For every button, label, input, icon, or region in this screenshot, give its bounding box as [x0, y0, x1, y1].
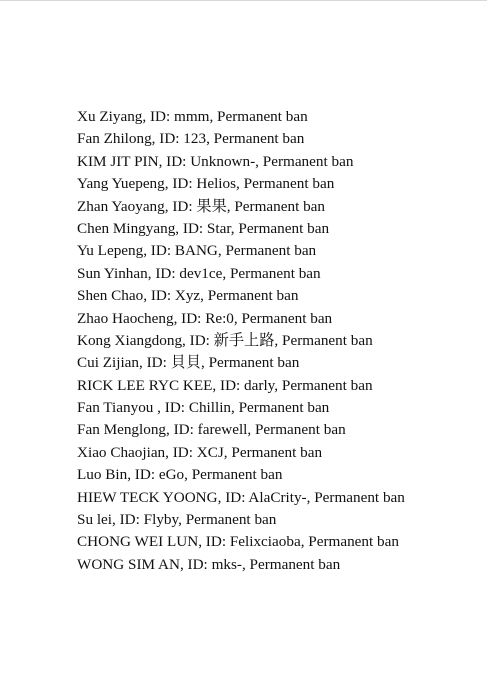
ban-entry: Yu Lepeng, ID: BANG, Permanent ban: [77, 242, 317, 260]
ban-entry: Fan Zhilong, ID: 123, Permanent ban: [77, 130, 305, 148]
ban-entry: Su lei, ID: Flyby, Permanent ban: [77, 511, 277, 529]
ban-entry: Chen Mingyang, ID: Star, Permanent ban: [77, 219, 330, 237]
ban-entry: HIEW TECK YOONG, ID: AlaCrity-, Permanent ban: [77, 488, 405, 506]
ban-entry: Cui Zijian, ID: 貝貝, Permanent ban: [77, 354, 300, 372]
ban-entry: Xu Ziyang, ID: mmm, Permanent ban: [77, 108, 308, 125]
ban-list: [77, 106, 405, 576]
ban-entry: Kong Xiangdong, ID: 新手上路, Permanent ban: [77, 331, 373, 349]
ban-entry: WONG SIM AN, ID: mks-, Permanent ban: [77, 555, 341, 573]
ban-entry: RICK LEE RYC KEE, ID: darly, Permanent ban: [77, 376, 373, 394]
ban-entry: Sun Yinhan, ID: dev1ce, Permanent ban: [77, 264, 321, 282]
ban-entry: Zhan Yaoyang, ID: 果果, Permanent ban: [77, 197, 326, 215]
ban-entry: Xiao Chaojian, ID: XCJ, Permanent ban: [77, 443, 323, 461]
ban-entry: KIM JIT PIN, ID: Unknown-, Permanent ban: [77, 152, 354, 170]
page-top-border: [0, 0, 487, 1]
ban-entry: Luo Bin, ID: eGo, Permanent ban: [77, 466, 283, 484]
ban-entry: Fan Tianyou , ID: Chillin, Permanent ban: [77, 399, 330, 417]
ban-entry: Zhao Haocheng, ID: Re:0, Permanent ban: [77, 309, 333, 327]
ban-entry: Yang Yuepeng, ID: Helios, Permanent ban: [77, 175, 335, 193]
ban-entry: Fan Menglong, ID: farewell, Permanent ban: [77, 421, 346, 439]
ban-entry: Shen Chao, ID: Xyz, Permanent ban: [77, 287, 299, 305]
ban-entry: CHONG WEI LUN, ID: Felixciaoba, Permanent ban: [77, 533, 399, 551]
